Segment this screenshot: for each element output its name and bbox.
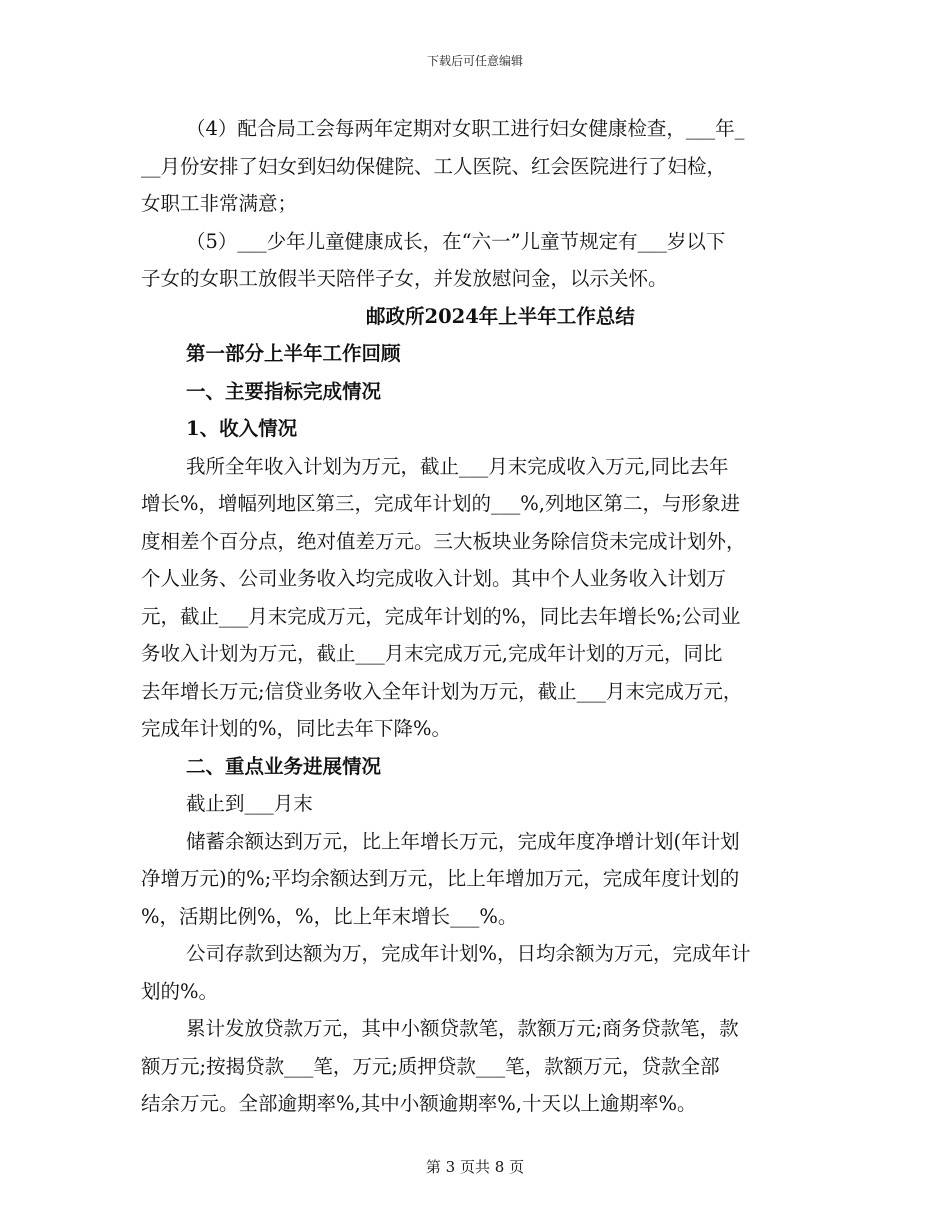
section-heading: 第一部分上半年工作回顾	[186, 342, 401, 365]
text-line: 累计发放贷款万元，其中小额贷款笔，款额万元;商务贷款笔，款	[186, 1017, 739, 1040]
text-line: 个人业务、公司业务收入均完成收入计划。其中个人业务收入计划万	[141, 567, 727, 590]
text-line: 完成年计划的%，同比去年下降%。	[141, 717, 452, 740]
text-line: 务收入计划为万元，截止___月末完成万元,完成年计划的万元，同比	[141, 642, 723, 665]
section-heading: 二、重点业务进展情况	[186, 754, 382, 778]
page-header: 下载后可任意编辑	[426, 54, 523, 68]
document-body	[141, 110, 811, 1123]
text-line: 公司存款到达额为万，完成年计划%，日均余额为万元，完成年计	[186, 942, 751, 965]
text-line: （5）___少年儿童健康成长，在“六一”儿童节规定有___岁以下	[186, 229, 726, 253]
text-line: 结余万元。全部逾期率%,其中小额逾期率%,十天以上逾期率%。	[141, 1092, 697, 1115]
text-line: __月份安排了妇女到妇幼保健院、工人医院、红会医院进行了妇检，	[141, 154, 727, 178]
text-line: 划的%。	[141, 979, 219, 1003]
text-line: 度相差个百分点，绝对值差万元。三大板块业务除信贷未完成计划外，	[141, 529, 746, 553]
text-line: %，活期比例%，%，比上年末增长___%。	[141, 904, 518, 928]
text-line: 子女的女职工放假半天陪伴子女，并发放慰问金，以示关怀。	[141, 267, 668, 290]
text-line: 元，截止___月末完成万元，完成年计划的%，同比去年增长%;公司业	[141, 604, 741, 628]
document-title: 邮政所2024年上半年工作总结	[366, 304, 635, 328]
text-line: 净增万元)的%;平均余额达到万元，比上年增加万元，完成年度计划的	[141, 867, 740, 890]
text-line: 女职工非常满意；	[141, 192, 298, 215]
text-line: 截止到___月末	[186, 792, 313, 815]
text-line: 储蓄余额达到万元，比上年增长万元，完成年度净增计划(年计划	[186, 829, 740, 853]
text-line: 去年增长万元;信贷业务收入全年计划为万元，截止___月末完成万元，	[141, 679, 743, 703]
section-heading: 一、主要指标完成情况	[186, 379, 382, 403]
text-line: （4）配合局工会每两年定期对女职工进行妇女健康检查，___年_	[186, 117, 745, 140]
text-line: 我所全年收入计划为万元，截止___月末完成收入万元,同比去年	[186, 454, 729, 478]
text-line: 增长%，增幅列地区第三，完成年计划的___%,列地区第二，与形象进	[141, 492, 741, 515]
text-line: 额万元;按揭贷款___笔，万元;质押贷款___笔，款额万元，贷款全部	[141, 1054, 720, 1078]
page-footer: 第 3 页共 8 页	[425, 1158, 525, 1176]
section-heading: 1、收入情况	[186, 417, 298, 440]
